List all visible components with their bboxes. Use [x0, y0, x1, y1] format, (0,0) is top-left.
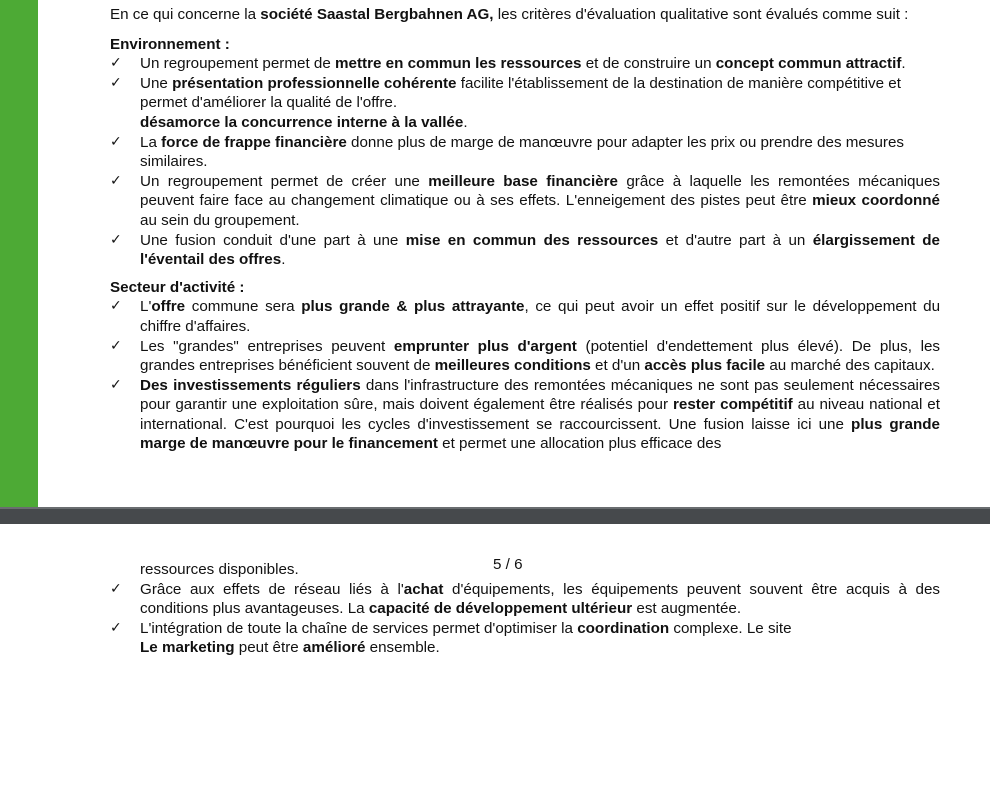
- page-separator: [0, 507, 990, 524]
- stray-line: Le marketing peut être amélioré ensemble.: [140, 639, 440, 657]
- list-item: ✓ Les "grandes" entreprises peuvent emprunter plus d'argent (potentiel d'endettement plus élevé). De plus, les grandes entreprises bénéficient souvent de meilleures conditions et d'un accès plus facile au marché des capitaux.: [110, 337, 940, 375]
- sector-list: [110, 297, 940, 454]
- checkmark-icon: ✓: [110, 298, 122, 315]
- sector-list-continued: [110, 560, 940, 658]
- list-item: ✓ Des investissements réguliers dans l'infrastructure des remontées mécaniques ne sont pas seulement nécessaires pour garantir une exploitation sûre, mais doivent également être réalisés pour rester compétitif au niveau national et international. C'est pourquoi les cycles d'investissement se raccourcissent. Une fusion laisse ici une plus grande marge de manœuvre pour le financement et permet une allocation plus efficace des: [110, 376, 940, 453]
- sector-section: [110, 278, 940, 454]
- page-number: 5 / 6: [493, 556, 523, 573]
- pdf-page-5: [110, 5, 940, 495]
- list-item: ✓ L'intégration de toute la chaîne de services permet d'optimiser la coordination complexe. Le site: [110, 619, 792, 637]
- pdf-page-6-continued: [110, 560, 940, 658]
- continued-line: ressources disponibles.: [140, 561, 299, 578]
- list-item: ✓ Un regroupement permet de mettre en commun les ressources et de construire un concept commun attractif.: [110, 55, 906, 73]
- environment-section: [110, 35, 940, 270]
- company-name: société Saastal Bergbahnen AG,: [260, 6, 494, 23]
- checkmark-icon: ✓: [110, 172, 122, 189]
- intro-text: En ce qui concerne la: [110, 6, 261, 23]
- intro-paragraph: [110, 5, 940, 25]
- sector-heading: Secteur d'activité :: [110, 278, 245, 296]
- checkmark-icon: ✓: [110, 55, 122, 72]
- list-item: ✓ La force de frappe financière donne plus de marge de manœuvre pour adapter les prix ou prendre des mesures similaires.: [110, 133, 904, 171]
- checkmark-icon: ✓: [110, 74, 122, 91]
- stray-line: désamorce la concurrence interne à la vallée.: [140, 113, 468, 131]
- checkmark-icon: ✓: [110, 133, 122, 150]
- checkmark-icon: ✓: [110, 619, 122, 636]
- environment-heading: Environnement :: [110, 35, 230, 53]
- list-item: ✓ Une présentation professionnelle cohérente facilite l'établissement de la destination de manière compétitive et permet d'améliorer la qualité de l'offre.: [110, 74, 901, 112]
- list-item: ✓ Une fusion conduit d'une part à une mise en commun des ressources et d'autre part à un élargissement de l'éventail des offres.: [110, 231, 940, 269]
- environment-list: [110, 54, 940, 270]
- list-item: ✓ Un regroupement permet de créer une meilleure base financière grâce à laquelle les remontées mécaniques peuvent faire face au changement climatique ou à ses effets. L'enneigement des pistes peut être mieux coordonné au sein du groupement.: [110, 172, 940, 229]
- checkmark-icon: ✓: [110, 231, 122, 248]
- list-item: ✓ L'offre commune sera plus grande & plus attrayante, ce qui peut avoir un effet positif sur le développement du chiffre d'affaires.: [110, 298, 940, 335]
- checkmark-icon: ✓: [110, 337, 122, 354]
- intro-text: les critères d'évaluation qualitative sont évalués comme suit :: [493, 6, 909, 23]
- page-accent-bar: [0, 0, 38, 507]
- list-item: ✓ Grâce aux effets de réseau liés à l'achat d'équipements, les équipements peuvent souvent être acquis à des conditions plus avantageuses. La capacité de développement ultérieur est augmentée.: [110, 580, 941, 618]
- checkmark-icon: ✓: [110, 376, 122, 393]
- checkmark-icon: ✓: [110, 580, 122, 597]
